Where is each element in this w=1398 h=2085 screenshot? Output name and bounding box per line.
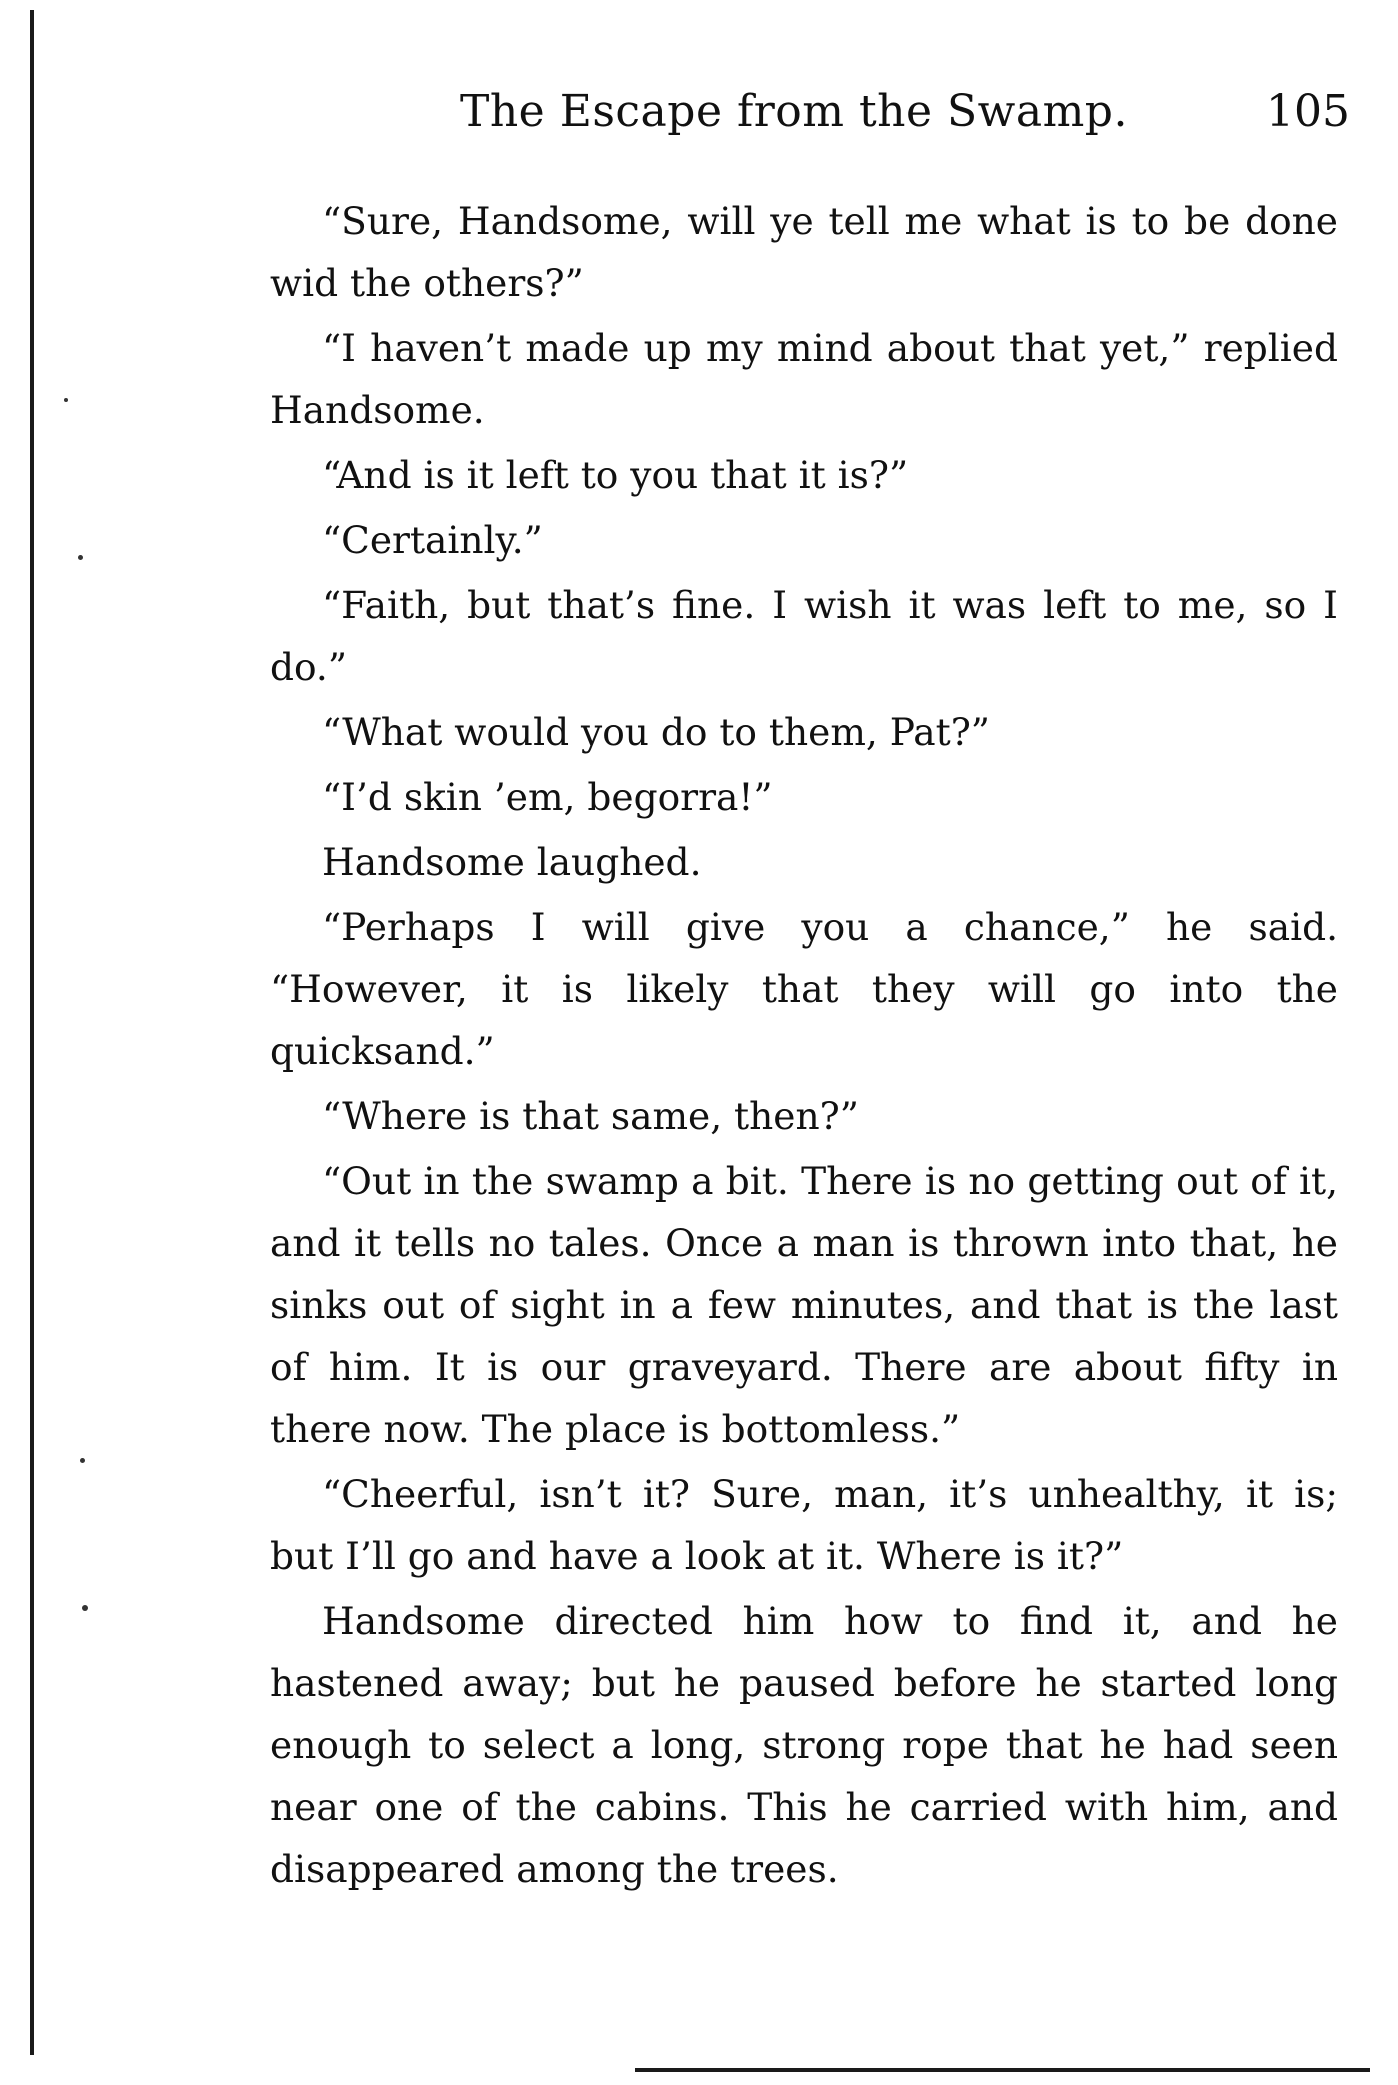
running-title: The Escape from the Swamp. — [460, 86, 1128, 137]
paragraph: “Cheerful, isn’t it? Sure, man, it’s unhealthy, it is; but I’ll go and have a look at it. Where is it?” — [270, 1472, 1338, 1578]
paragraph: “Sure, Handsome, will ye tell me what is to be done wid the others?” — [270, 199, 1338, 305]
page-header — [460, 86, 1350, 146]
paragraph: Handsome laughed. — [322, 840, 702, 884]
paragraph: “What would you do to them, Pat?” — [322, 710, 990, 754]
paragraph: “I’d skin ’em, begorra!” — [322, 775, 773, 819]
bottom-rule — [635, 2068, 1370, 2072]
paragraph: “Where is that same, then?” — [322, 1094, 859, 1138]
paragraph: “Perhaps I will give you a chance,” he said. “However, it is likely that they will go into the quicksand.” — [270, 905, 1338, 1073]
paragraph: Handsome directed him how to find it, and he hastened away; but he paused before he started long enough to select a long, strong rope that he had seen near one of the cabins. This he carried with him, and disappeared among the trees. — [270, 1599, 1338, 1891]
print-speck — [80, 1458, 85, 1463]
paragraph: “Out in the swamp a bit. There is no getting out of it, and it tells no tales. Once a man is thrown into that, he sinks out of sight in a few minutes, and that is the last of him. It is our graveyard. There are about fifty in there now. The place is bottomless.” — [270, 1159, 1338, 1451]
paragraph: “I haven’t made up my mind about that yet,” replied Handsome. — [270, 326, 1338, 432]
page-binding-edge — [30, 10, 34, 2055]
print-speck — [82, 1605, 88, 1611]
paragraph: “Faith, but that’s fine. I wish it was left to me, so I do.” — [270, 583, 1338, 689]
print-speck — [78, 555, 83, 560]
print-speck — [64, 398, 68, 402]
body-text — [270, 190, 1338, 1903]
paragraph: “And is it left to you that it is?” — [322, 453, 909, 497]
paragraph: “Certainly.” — [322, 518, 543, 562]
page-number: 105 — [1266, 86, 1350, 137]
